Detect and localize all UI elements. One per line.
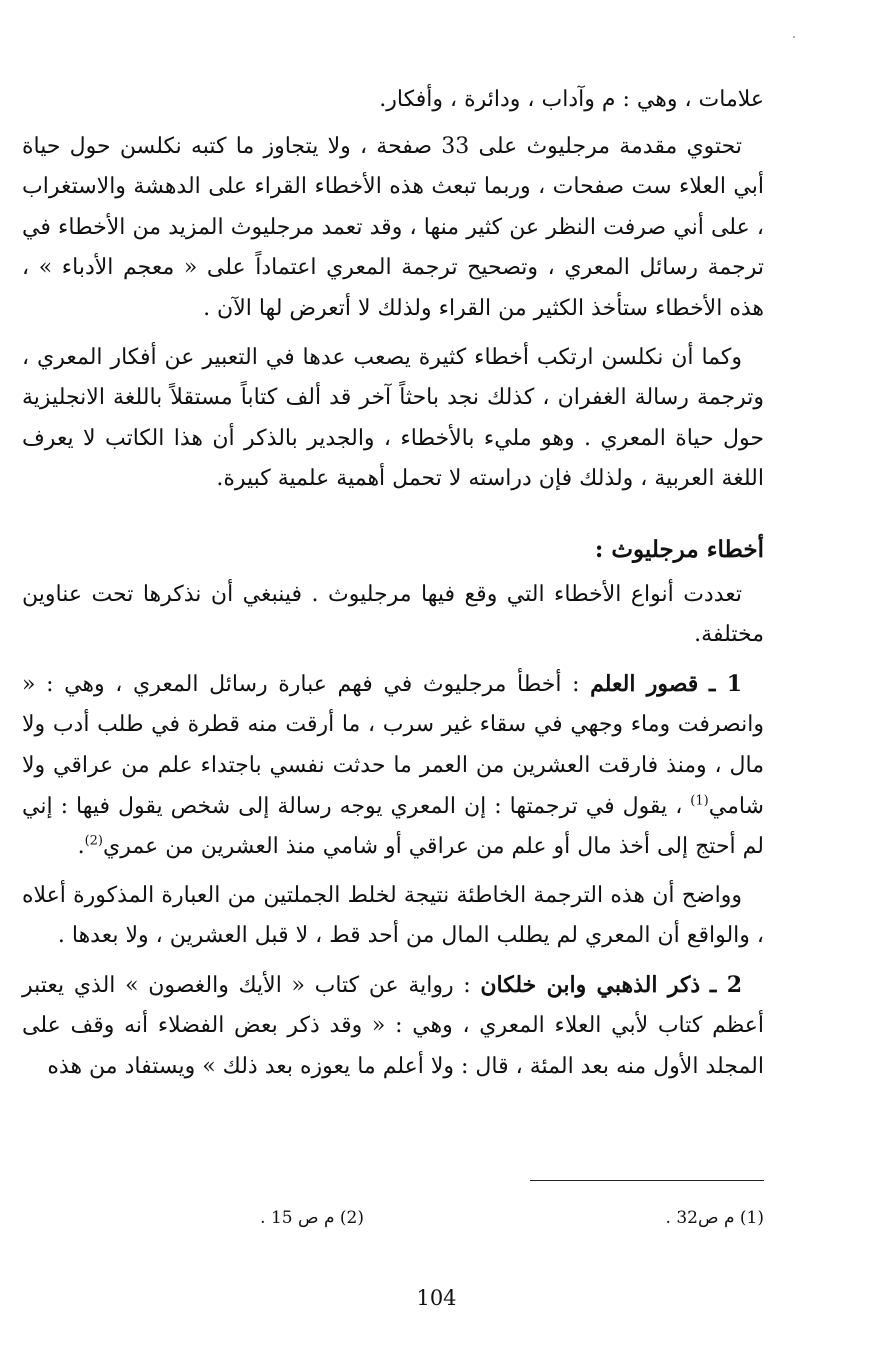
paragraph: وواضح أن هذه الترجمة الخاطئة نتيجة لخلط الجملتين من العبارة المذكورة أعلاه ، والواقع أن المعري لم يطلب المال من أحد قط ، لا قبل العشرين ، ولا بعدها .: [22, 882, 764, 949]
item-title: قصور العلم: [590, 670, 699, 697]
footnote-1: (1) م ص32 .: [665, 1208, 764, 1228]
paragraph: تعددت أنواع الأخطاء التي وقع فيها مرجليوث . فينبغي أن نذكرها تحت عناوين مختلفة.: [22, 581, 764, 648]
footnote-2: (2) م ص 15 .: [260, 1208, 364, 1228]
item-text: ، يقول في ترجمتها : إن المعري يوجه رسالة إلى شخص يقول فيها : إني لم أحتج إلى أخذ مال أو علم من عراقي أو شامي منذ العشرين من عمري: [22, 793, 764, 860]
page-number: 104: [416, 1286, 457, 1310]
footnote-marker: (2): [84, 833, 103, 849]
footnote-marker: (1): [690, 793, 709, 809]
item-text: : أخطأ مرجليوث في فهم عبارة رسائل المعري ، وهي : « وانصرفت وماء وجهي في سقاء غير سرب ، ما أرقت منه قطرة في طلب أدب ولا مال ، ومنذ فارقت العشرين من العمر ما حدثت نفسي باجتداء علم من عراقي ولا شامي: [22, 671, 764, 819]
item-text: .: [77, 834, 85, 860]
item-number: 2 ـ: [709, 971, 742, 998]
section-heading: أخطاء مرجليوث :: [594, 535, 764, 563]
paragraph: وكما أن نكلسن ارتكب أخطاء كثيرة يصعب عدها في التعبير عن أفكار المعري ، وترجمة رسالة الغفران ، كذلك نجد باحثاً آخر قد ألف كتاباً مستقلاً باللغة الانجليزية حول حياة المعري . وهو مليء بالأخطاء ، والجدير بالذكر أن هذا الكاتب لا يعرف اللغة العربية ، ولذلك فإن دراسته لا تحمل أهمية علمية كبيرة.: [22, 344, 764, 492]
list-item-1: [22, 664, 764, 868]
list-item-2: [22, 965, 764, 1088]
item-title: ذكر الذهبي وابن خلكان: [480, 971, 701, 998]
footnote-divider: [530, 1180, 764, 1181]
paragraph: علامات ، وهي : م وآداب ، ودائرة ، وأفكار.: [379, 87, 764, 112]
paragraph: تحتوي مقدمة مرجليوث على 33 صفحة ، ولا يتجاوز ما كتبه نكلسن حول حياة أبي العلاء ست صفحات ، وربما تبعث هذه الأخطاء القراء على الدهشة والاستغراب ، على أني صرفت النظر عن كثير منها ، وقد تعمد مرجليوث المزيد من الأخطاء في ترجمة رسائل المعري ، وتصحيح ترجمة المعري اعتماداً على « معجم الأدباء » ، هذه الأخطاء ستأخذ الكثير من القراء ولذلك لا أتعرض لها الآن .: [22, 133, 764, 321]
scan-speck: [793, 36, 795, 38]
page-body: [22, 80, 764, 1096]
item-number: 1 ـ: [708, 670, 742, 697]
item-text: : رواية عن كتاب « الأيك والغصون » الذي يعتبر أعظم كتاب لأبي العلاء المعري ، وهي : « وقد ذكر بعض الفضلاء أنه وقف على المجلد الأول منه بعد المئة ، قال : ولا أعلم ما يعوزه بعد ذلك » ويستفاد من هذه: [22, 972, 764, 1080]
